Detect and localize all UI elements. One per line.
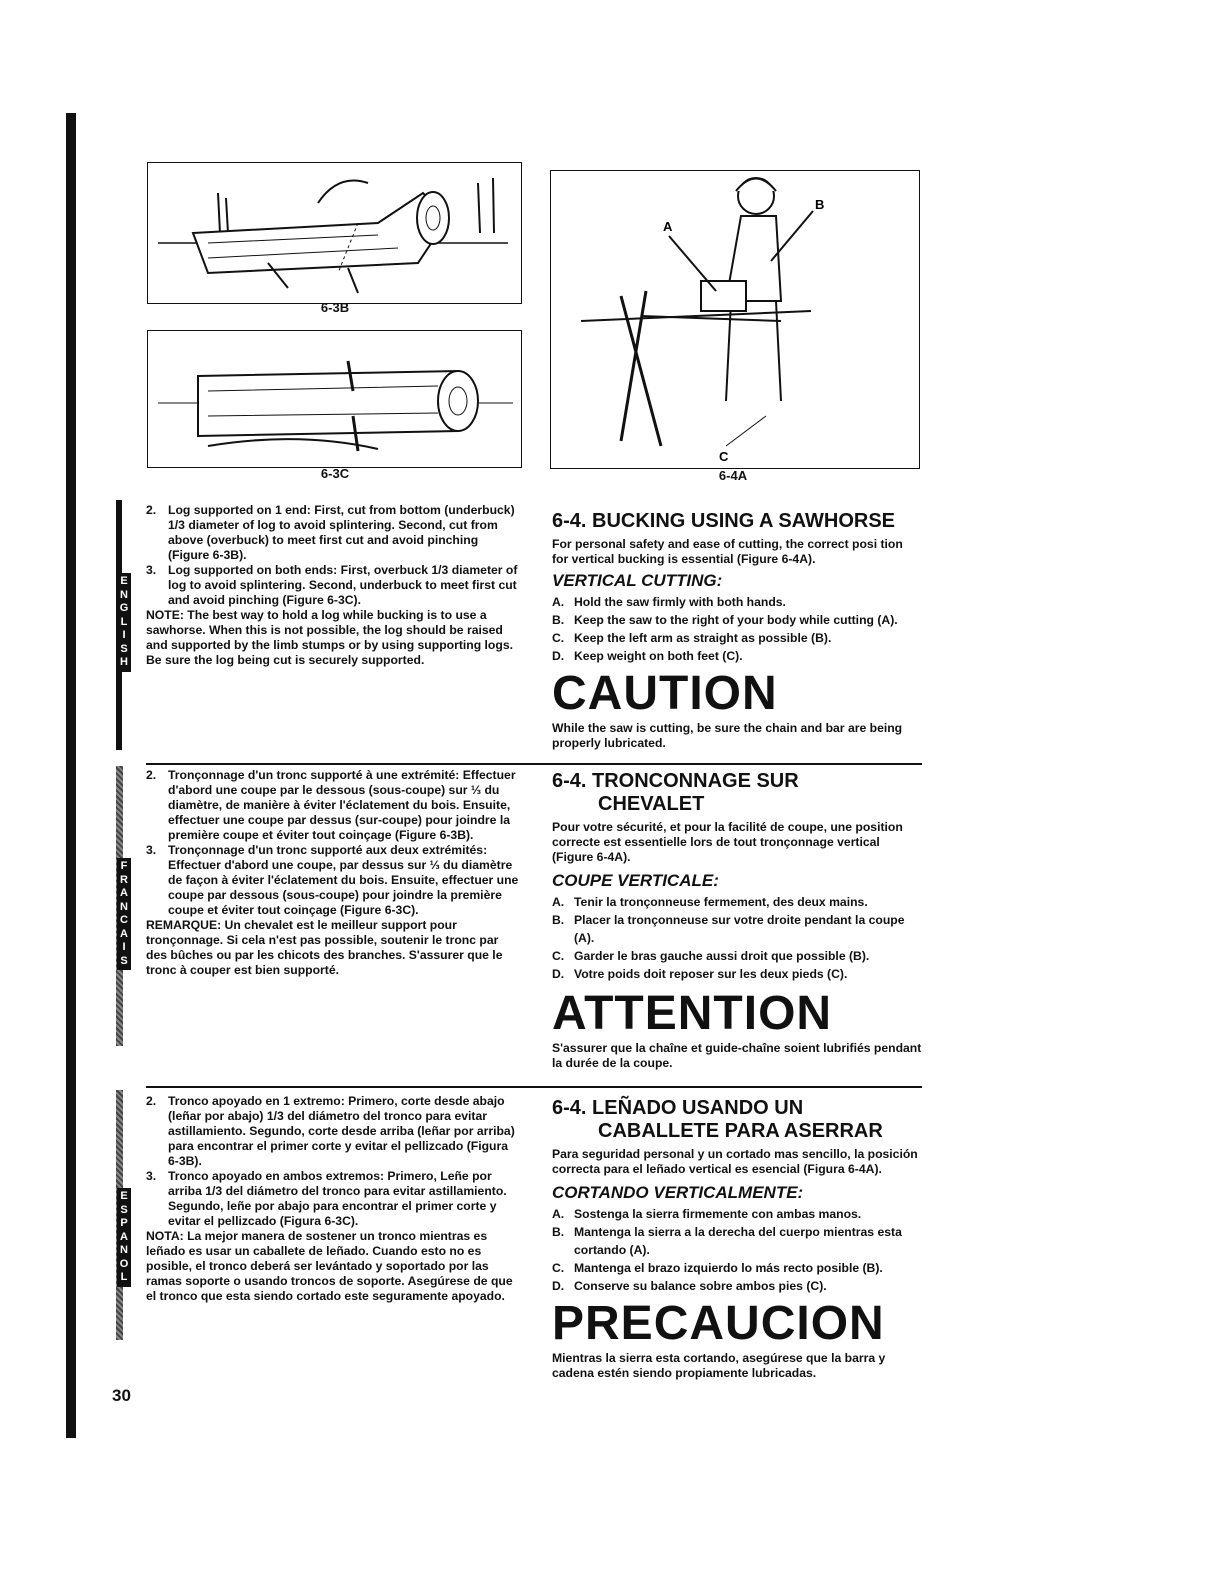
spanish-language-tab: E S P A N O L (117, 1188, 131, 1287)
figure-6-3c (147, 330, 522, 468)
list-item: 3. Tronco apoyado en ambos extremos: Primero, Leñe por arriba 1/3 del diámetro del tronco para evitar astillamiento. Segundo, leñe por abajo para encontrar el primer corte y evitar el pellizcado (Figura 6-3C). (146, 1169, 507, 1228)
list-item: 2. Tronçonnage d'un tronc supporté à une extrémité: Effectuer d'abord une coupe par le dessous (sous-coupe) sur ⅓ du diamètre, de manière à éviter l'éclatement du bois. Ensuite, effectuer une coupe par dessus (sur-coupe) pour joindre la première coupe et éviter tout coinçage (Figure 6-3B). (146, 768, 516, 842)
english-steps (552, 593, 922, 665)
spanish-section-heading-line2: CABALLETE PARA ASERRAR (598, 1120, 883, 1142)
list-item: A. Hold the saw firmly with both hands. (552, 595, 786, 609)
page-number: 30 (112, 1386, 131, 1405)
english-language-tab: E N G L I S H (117, 573, 131, 672)
french-note: REMARQUE: Un chevalet est le meilleur support pour tronçonnage. Si cela n'est pas possible, soutenir le tronc par des bûches ou par les chicots des branches. S'assurer que le tronc à couper est bien supporté. (146, 918, 503, 977)
list-item: C. Keep the left arm as straight as possible (B). (552, 631, 832, 645)
list-item: A. Tenir la tronçonneuse fermement, des deux mains. (552, 895, 868, 909)
list-item: 2. Tronco apoyado en 1 extremo: Primero, corte desde abajo (leñar por abajo) 1/3 del diámetro del tronco para evitar astillamiento. Segundo, corte desde arriba (leñar por arriba) para encontrar el primer corte y evitar el pellizcado (Figura 6-3B). (146, 1094, 515, 1168)
english-intro: For personal safety and ease of cutting, the correct posi tion for vertical bucking is essential (Figure 6-4A). (552, 537, 903, 566)
spanish-left-column (146, 1094, 522, 1304)
french-section-heading-line2: CHEVALET (598, 793, 705, 815)
french-intro: Pour votre sécurité, et pour la facilité de coupe, une position correcte est essentielle lors de tout tronçonnage vertical (Figure 6-4A). (552, 820, 903, 864)
log-underbuck-illustration (148, 163, 521, 303)
list-item: B. Keep the saw to the right of your body while cutting (A). (552, 613, 898, 627)
english-right-column (552, 510, 922, 751)
figure-6-3b-caption: 6-3B (320, 300, 350, 315)
list-item: B. Mantenga la sierra a la derecha del cuerpo mientras esta cortando (A). (552, 1225, 902, 1257)
figure-6-3b (147, 162, 522, 304)
english-section-heading: 6-4. BUCKING USING A SAWHORSE (552, 510, 895, 532)
list-item: C. Mantenga el brazo izquierdo lo más recto posible (B). (552, 1261, 883, 1275)
list-item: C. Garder le bras gauche aussi droit que possible (B). (552, 949, 870, 963)
french-left-column (146, 768, 522, 978)
label-a: A (663, 219, 673, 234)
spanish-note: NOTA: La mejor manera de sostener un tronco mientras es leñado es usar un caballete de leñado. Cuando esto no es posible, el tronco deberá ser levántado y soportado por las ramas soporte o usando troncos de soporte. Asegúrese de que el tronco que esta siendo cortado este seguramente apoyado. (146, 1229, 513, 1303)
list-item: A. Sostenga la sierra firmemente con ambas manos. (552, 1207, 862, 1221)
spanish-right-column (552, 1097, 922, 1381)
log-overbuck-illustration (148, 331, 521, 467)
french-language-tab: F R A N C A I S (117, 858, 131, 970)
label-c: C (719, 449, 729, 464)
list-item: D. Keep weight on both feet (C). (552, 649, 743, 663)
spanish-intro: Para seguridad personal y un cortado mas sencillo, la posición correcta para el leñado vertical es esencial (Figura 6-4A). (552, 1147, 918, 1176)
label-b: B (815, 197, 825, 212)
english-note: NOTE: The best way to hold a log while bucking is to use a sawhorse. When this is not possible, the log should be raised and supported by the limb stumps or by using supporting logs. Be sure the log being cut is securely supported. (146, 608, 513, 667)
section-divider (146, 763, 922, 765)
list-item: D. Votre poids doit reposer sur les deux pieds (C). (552, 967, 848, 981)
attention-title: ATTENTION (552, 987, 833, 1040)
precaucion-text: Mientras la sierra esta cortando, asegúrese que la barra y cadena estén siendo propiamente lubricadas. (552, 1351, 886, 1380)
list-item: B. Placer la tronçonneuse sur votre droite pendant la coupe (A). (552, 913, 905, 945)
figure-6-4a (550, 170, 920, 469)
caution-text: While the saw is cutting, be sure the chain and bar are being properly lubricated. (552, 721, 903, 750)
french-steps (552, 893, 922, 983)
figure-6-3c-caption: 6-3C (320, 466, 350, 481)
precaucion-title: PRECAUCION (552, 1297, 885, 1350)
binding-edge-bar (66, 113, 76, 1438)
list-item: 2. Log supported on 1 end: First, cut from bottom (underbuck) 1/3 diameter of log to avoid splintering. Second, cut from above (overbuck) to meet first cut and avoid pinching (Figure 6-3B). (146, 503, 515, 562)
list-item: D. Conserve su balance sobre ambos pies (C). (552, 1279, 827, 1293)
attention-text: S'assurer que la chaîne et guide-chaîne soient lubrifiés pendant la durée de la coupe. (552, 1041, 922, 1070)
french-right-column (552, 770, 922, 1071)
spanish-steps (552, 1205, 922, 1295)
caution-title: CAUTION (552, 667, 778, 720)
spanish-section-heading-line1: 6-4. LEÑADO USANDO UN (552, 1097, 804, 1119)
figure-6-4a-caption: 6-4A (718, 468, 748, 483)
french-section-heading-line1: 6-4. TRONCONNAGE SUR (552, 770, 799, 792)
spanish-subheading: CORTANDO VERTICALMENTE: (552, 1183, 804, 1202)
list-item: 3. Tronçonnage d'un tronc supporté aux deux extrémités: Effectuer d'abord une coupe, par dessus sur ⅓ du diamètre de façon à éviter l'éclatement du bois. Ensuite, effectuer une coupe par dessous (sous-coupe) pour joindre la première coupe et éviter tout coinçage (Figure 6-3C). (146, 843, 519, 917)
english-left-column (146, 503, 522, 668)
sawhorse-bucking-illustration (551, 171, 919, 468)
french-subheading: COUPE VERTICALE: (552, 871, 719, 890)
english-subheading: VERTICAL CUTTING: (552, 571, 723, 590)
section-divider (146, 1086, 922, 1088)
list-item: 3. Log supported on both ends: First, overbuck 1/3 diameter of log to avoid splintering. Second, underbuck to meet first cut and avoid pinching (Figure 6-3C). (146, 563, 518, 607)
